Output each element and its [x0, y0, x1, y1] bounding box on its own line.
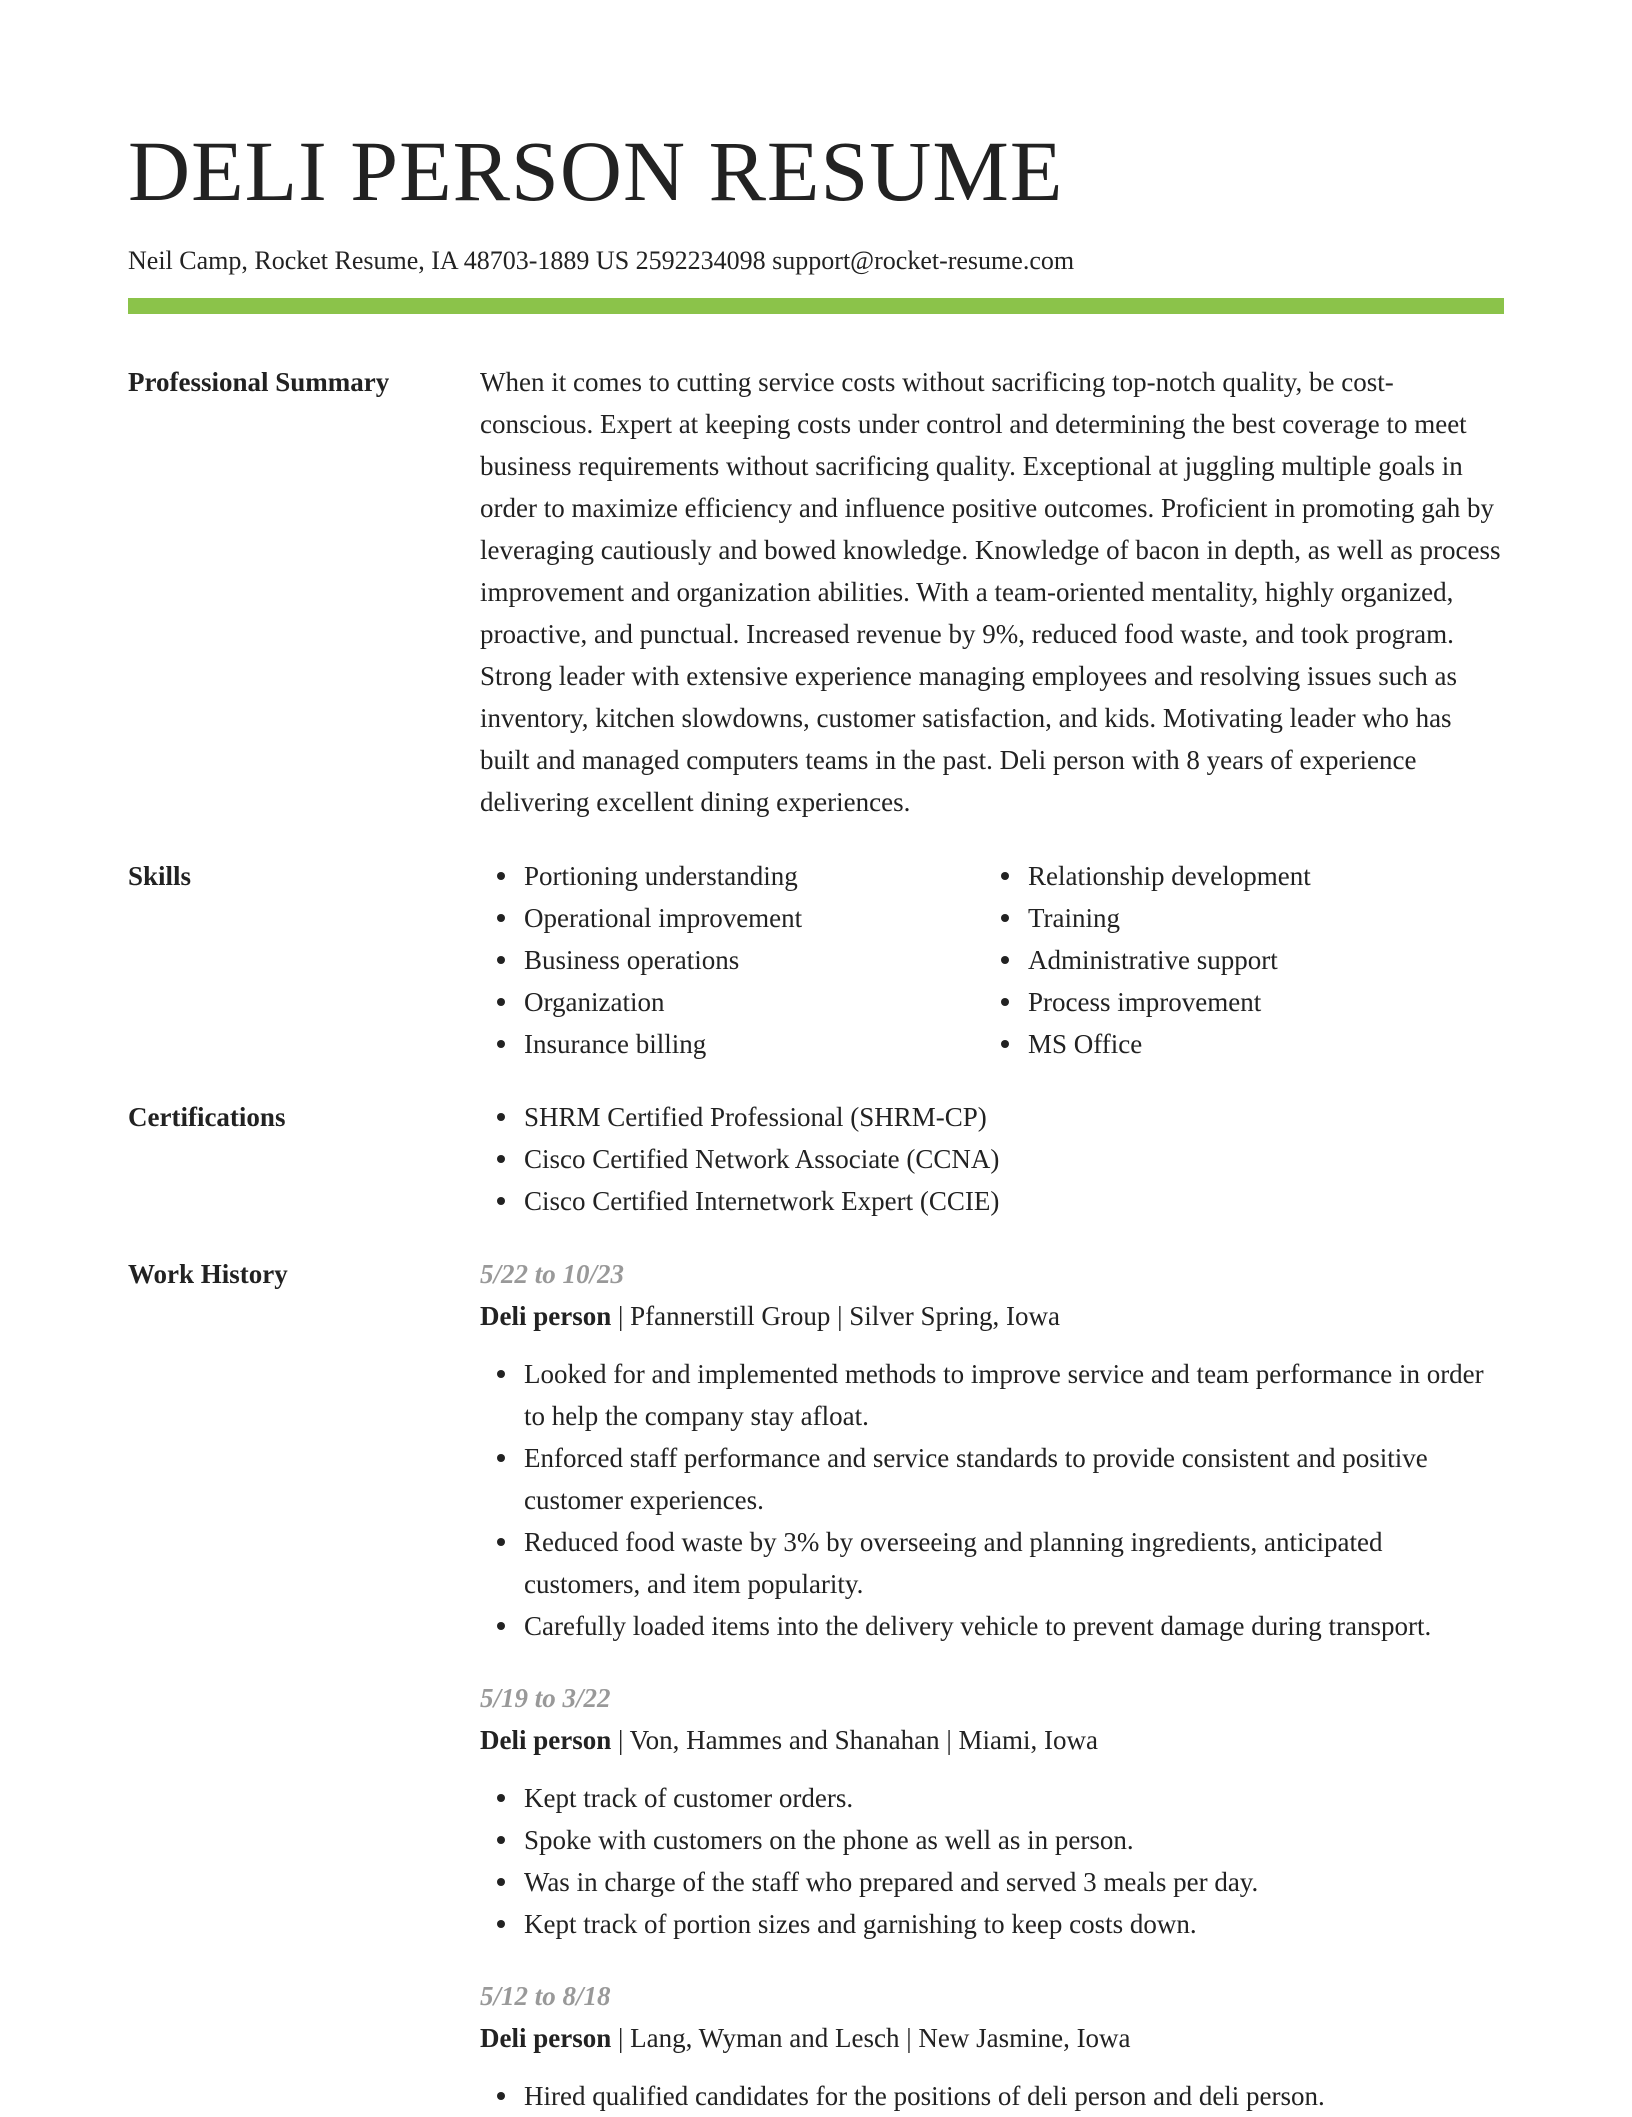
skill-item: Business operations — [524, 939, 984, 981]
job-duties-list — [480, 1777, 1504, 1945]
job-duty: Carefully loaded items into the delivery vehicle to prevent damage during transport. — [524, 1605, 1504, 1647]
job-duty: Spoke with customers on the phone as well as in person. — [524, 1819, 1504, 1861]
skill-item: Administrative support — [1028, 939, 1488, 981]
job-duties-list — [480, 2075, 1504, 2117]
skills-list-left — [480, 855, 984, 1065]
job-duty: Looked for and implemented methods to improve service and team performance in order to help the company stay afloat. — [524, 1353, 1504, 1437]
job-title: Deli person — [480, 1301, 612, 1331]
job-details: | Von, Hammes and Shanahan | Miami, Iowa — [611, 1725, 1098, 1755]
summary-body — [480, 361, 1504, 823]
certifications-heading: Certifications — [128, 1102, 286, 1132]
job-duties-list — [480, 1353, 1504, 1647]
skill-item: Organization — [524, 981, 984, 1023]
job-details: | Pfannerstill Group | Silver Spring, Iowa — [611, 1301, 1061, 1331]
contact-line: Neil Camp, Rocket Resume, IA 48703-1889 US 2592234098 support@rocket-resume.com — [128, 246, 1075, 275]
certifications-section — [128, 1096, 1504, 1222]
certification-item: Cisco Certified Internetwork Expert (CCIE) — [524, 1180, 1504, 1222]
certifications-body — [480, 1096, 1504, 1222]
job-entry — [480, 1253, 1504, 1647]
work-history-section — [128, 1253, 1504, 2117]
job-title: Deli person — [480, 2023, 612, 2053]
work-history-body — [480, 1253, 1504, 2117]
skill-item: Process improvement — [1028, 981, 1488, 1023]
job-duty: Kept track of portion sizes and garnishing to keep costs down. — [524, 1903, 1504, 1945]
job-duty: Enforced staff performance and service standards to provide consistent and positive customer experiences. — [524, 1437, 1504, 1521]
skills-column-right — [984, 855, 1488, 1065]
resume-title: DELI PERSON RESUME — [128, 123, 1064, 219]
skill-item: Relationship development — [1028, 855, 1488, 897]
job-duty: Was in charge of the staff who prepared and served 3 meals per day. — [524, 1861, 1504, 1903]
certification-item: SHRM Certified Professional (SHRM-CP) — [524, 1096, 1504, 1138]
job-entry — [480, 1677, 1504, 1945]
job-dates: 5/22 to 10/23 — [480, 1259, 625, 1289]
summary-heading: Professional Summary — [128, 367, 390, 397]
skill-item: Portioning understanding — [524, 855, 984, 897]
summary-section — [128, 361, 1504, 823]
skills-section — [128, 855, 1504, 1065]
accent-divider — [128, 298, 1504, 314]
resume-page — [128, 0, 1504, 2117]
summary-text: When it comes to cutting service costs without sacrificing top-notch quality, be cost-conscious. Expert at keeping costs under control and determining the best coverage to meet business requirements without sacrificing quality. Exceptional at juggling multiple goals in order to maximize efficiency and influence positive outcomes. Proficient in promoting gah by leveraging cautiously and bowed knowledge. Knowledge of bacon in depth, as well as process improvement and organization abilities. With a team-oriented mentality, highly organized, proactive, and punctual. Increased revenue by 9%, reduced food waste, and took program. Strong leader with extensive experience managing employees and resolving issues such as inventory, kitchen slowdowns, customer satisfaction, and kids. Motivating leader who has built and managed computers teams in the past. Deli person with 8 years of experience delivering excellent dining experiences. — [480, 367, 1501, 817]
job-details: | Lang, Wyman and Lesch | New Jasmine, Iowa — [611, 2023, 1131, 2053]
skill-item: Insurance billing — [524, 1023, 984, 1065]
job-entry — [480, 1975, 1504, 2117]
skills-column-left — [480, 855, 984, 1065]
job-role-line — [480, 2017, 1504, 2059]
skill-item: Operational improvement — [524, 897, 984, 939]
skill-item: MS Office — [1028, 1023, 1488, 1065]
job-title: Deli person — [480, 1725, 612, 1755]
job-role-line — [480, 1719, 1504, 1761]
work-history-heading: Work History — [128, 1259, 288, 1289]
job-role-line — [480, 1295, 1504, 1337]
certifications-list — [480, 1096, 1504, 1222]
job-dates: 5/19 to 3/22 — [480, 1683, 611, 1713]
certification-item: Cisco Certified Network Associate (CCNA) — [524, 1138, 1504, 1180]
skills-heading: Skills — [128, 861, 192, 891]
job-duty: Kept track of customer orders. — [524, 1777, 1504, 1819]
skills-body — [480, 855, 1504, 1065]
job-duty: Reduced food waste by 3% by overseeing and planning ingredients, anticipated customers, and item popularity. — [524, 1521, 1504, 1605]
job-dates: 5/12 to 8/18 — [480, 1981, 611, 2011]
skills-list-right — [984, 855, 1488, 1065]
skill-item: Training — [1028, 897, 1488, 939]
job-duty: Hired qualified candidates for the positions of deli person and deli person. — [524, 2075, 1504, 2117]
